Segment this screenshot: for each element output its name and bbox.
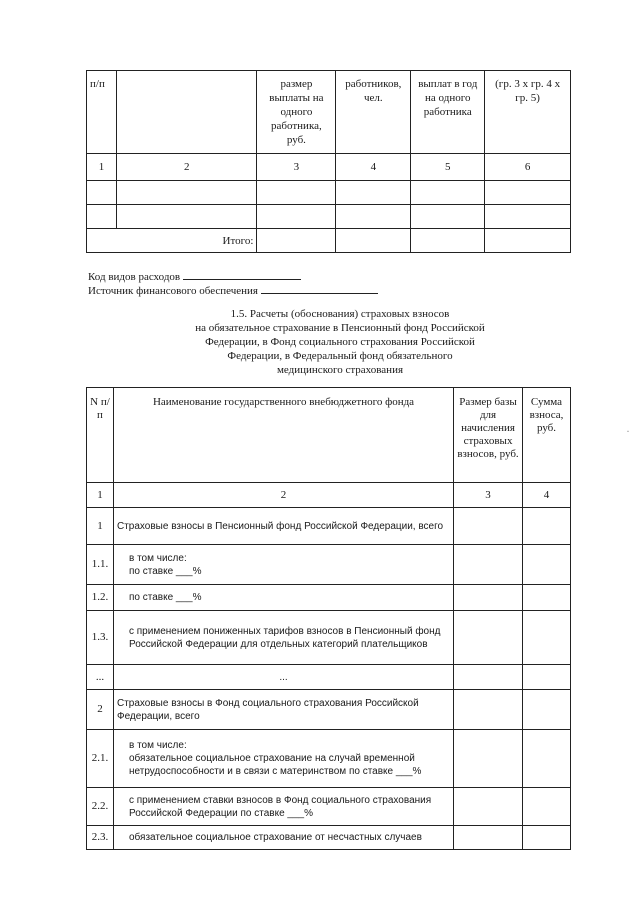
column-number: 4 — [523, 483, 571, 508]
row-name: в том числе: по ставке ___% — [113, 545, 453, 585]
column-number-row — [87, 483, 571, 508]
table-cell[interactable] — [454, 611, 523, 665]
column-number: 3 — [257, 154, 336, 181]
expense-code-label: Код видов расходов — [88, 271, 181, 283]
row-name: с применением ставки взносов в Фонд социального страхования Российской Федерации по ставке ___% — [113, 788, 453, 826]
table-cell[interactable] — [257, 229, 336, 253]
table-cell[interactable] — [523, 690, 571, 730]
table-row — [87, 545, 571, 585]
row-name: Страховые взносы в Фонд социального страхования Российской Федерации, всего — [113, 690, 453, 730]
expense-code-field[interactable] — [183, 269, 301, 280]
table-cell[interactable] — [116, 205, 257, 229]
table-header-row — [87, 71, 571, 154]
row-number: 1.2. — [87, 585, 114, 611]
table-cell[interactable] — [523, 788, 571, 826]
column-number: 1 — [87, 154, 117, 181]
row-name: по ставке ___% — [113, 585, 453, 611]
table-cell[interactable] — [523, 730, 571, 788]
table-row — [87, 788, 571, 826]
table-row — [87, 730, 571, 788]
row-number: 1 — [87, 508, 114, 545]
section-title-line: на обязательное страхование в Пенсионный фонд Российской — [195, 322, 485, 334]
table-cell[interactable] — [257, 181, 336, 205]
scan-mark: · — [626, 424, 630, 438]
header-cell — [116, 71, 257, 154]
table-cell[interactable] — [116, 181, 257, 205]
header-cell: Сумма взноса, руб. — [523, 388, 571, 483]
header-cell: выплат в год на одного работника — [411, 71, 485, 154]
column-number: 3 — [454, 483, 523, 508]
table-cell[interactable] — [87, 205, 117, 229]
table-cell[interactable] — [485, 181, 571, 205]
row-name: обязательное социальное страхование от несчастных случаев — [113, 826, 453, 850]
header-cell: Размер базы для начисления страховых взносов, руб. — [454, 388, 523, 483]
row-number: 2.3. — [87, 826, 114, 850]
section-title — [150, 307, 530, 377]
table-cell[interactable] — [523, 611, 571, 665]
table-row — [87, 665, 571, 690]
table-row — [87, 690, 571, 730]
table-row — [87, 181, 571, 205]
row-number: 1.3. — [87, 611, 114, 665]
row-number: 2 — [87, 690, 114, 730]
table-cell[interactable] — [454, 788, 523, 826]
column-number: 4 — [336, 154, 411, 181]
header-cell: размер выплаты на одного работника, руб. — [257, 71, 336, 154]
table-cell[interactable] — [411, 205, 485, 229]
table-cell[interactable] — [454, 665, 523, 690]
table-cell[interactable] — [454, 508, 523, 545]
total-label: Итого: — [87, 229, 257, 253]
funding-source-label: Источник финансового обеспечения — [88, 285, 258, 297]
table-cell[interactable] — [336, 181, 411, 205]
table-row — [87, 508, 571, 545]
table-cell[interactable] — [523, 508, 571, 545]
row-name: ... — [113, 665, 453, 690]
table-row — [87, 585, 571, 611]
table-row — [87, 826, 571, 850]
table-cell[interactable] — [411, 229, 485, 253]
row-name: в том числе: обязательное социальное страхование на случай временной нетрудоспособности и в связи с материнством по ставке ___% — [113, 730, 453, 788]
header-cell: Наименование государственного внебюджетного фонда — [113, 388, 453, 483]
insurance-contributions-table — [86, 387, 571, 850]
section-title-line: Федерации, в Фонд социального страхования Российской — [205, 336, 475, 348]
header-cell: п/п — [87, 71, 117, 154]
header-cell: N п/п — [87, 388, 114, 483]
table-cell[interactable] — [523, 826, 571, 850]
table-cell[interactable] — [485, 229, 571, 253]
section-title-line: медицинского страхования — [276, 364, 404, 376]
row-number: 2.1. — [87, 730, 114, 788]
table-cell[interactable] — [485, 205, 571, 229]
row-number: 1.1. — [87, 545, 114, 585]
table-cell[interactable] — [336, 229, 411, 253]
column-number: 2 — [116, 154, 257, 181]
table-cell[interactable] — [454, 545, 523, 585]
table-header-row — [87, 388, 571, 483]
table-cell[interactable] — [257, 205, 336, 229]
header-cell: работников, чел. — [336, 71, 411, 154]
total-row — [87, 229, 571, 253]
table-cell[interactable] — [523, 545, 571, 585]
column-number: 5 — [411, 154, 485, 181]
table-cell[interactable] — [454, 730, 523, 788]
expense-code-line — [88, 269, 301, 284]
funding-source-line — [88, 283, 378, 298]
payroll-table — [86, 70, 571, 253]
table-cell[interactable] — [454, 690, 523, 730]
table-cell[interactable] — [454, 585, 523, 611]
table-cell[interactable] — [523, 585, 571, 611]
table-row — [87, 611, 571, 665]
column-number: 1 — [87, 483, 114, 508]
table-cell[interactable] — [454, 826, 523, 850]
table-cell[interactable] — [523, 665, 571, 690]
table-row — [87, 205, 571, 229]
funding-source-field[interactable] — [261, 283, 378, 294]
section-title-line: Федерации, в Федеральный фонд обязательного — [227, 350, 453, 362]
column-number: 2 — [113, 483, 453, 508]
row-number: 2.2. — [87, 788, 114, 826]
table-cell[interactable] — [336, 205, 411, 229]
row-number: ... — [87, 665, 114, 690]
header-cell: (гр. 3 х гр. 4 х гр. 5) — [485, 71, 571, 154]
row-name: с применением пониженных тарифов взносов в Пенсионный фонд Российской Федерации для отдельных категорий плательщиков — [113, 611, 453, 665]
column-number: 6 — [485, 154, 571, 181]
row-name: Страховые взносы в Пенсионный фонд Российской Федерации, всего — [113, 508, 453, 545]
section-title-line: 1.5. Расчеты (обоснования) страховых взносов — [230, 308, 450, 320]
table-cell[interactable] — [411, 181, 485, 205]
table-cell[interactable] — [87, 181, 117, 205]
column-number-row — [87, 154, 571, 181]
